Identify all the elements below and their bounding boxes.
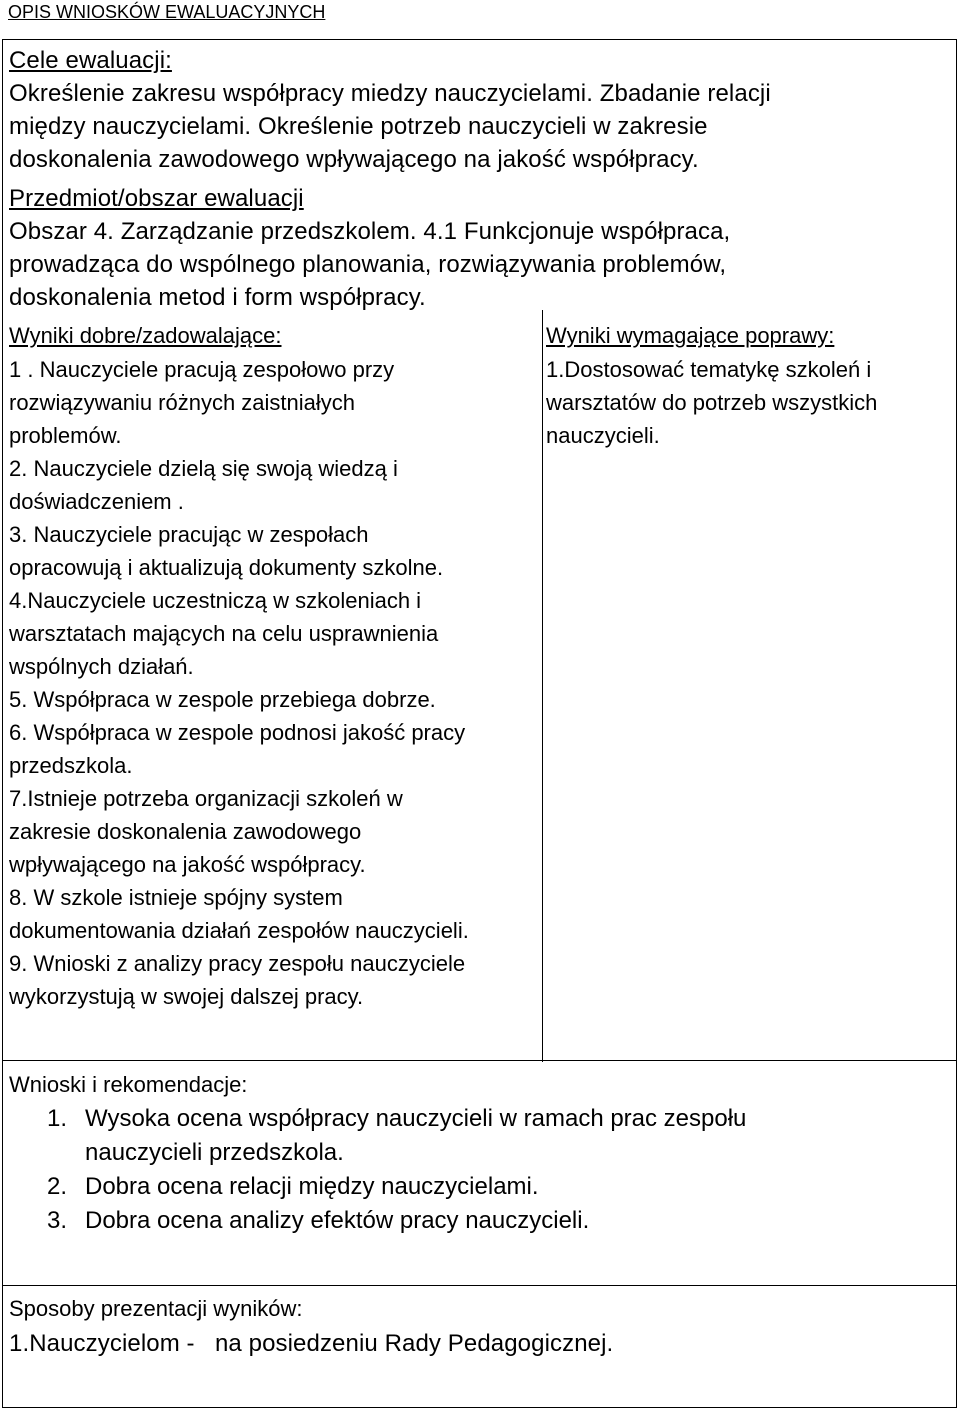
cele-line: Określenie zakresu współpracy miedzy nauczycielami. Zbadanie relacji [9, 80, 771, 107]
list-item-number: 1. [47, 1105, 68, 1132]
column-divider [542, 310, 543, 1062]
sposoby-heading: Sposoby prezentacji wyników: [9, 1296, 303, 1321]
wyniki-dobre-line: 1 . Nauczyciele pracują zespołowo przy [9, 357, 395, 382]
wyniki-dobre-line: 2. Nauczyciele dzielą się swoją wiedzą i [9, 456, 398, 481]
wyniki-dobre-line: przedszkola. [9, 753, 133, 778]
przedmiot-line: prowadząca do wspólnego planowania, rozwiązywania problemów, [9, 251, 727, 278]
przedmiot-heading: Przedmiot/obszar ewaluacji [9, 185, 304, 212]
wnioski-list [47, 1102, 865, 1238]
wyniki-dobre-line: 8. W szkole istnieje spójny system [9, 885, 343, 910]
wyniki-dobre-line: zakresie doskonalenia zawodowego [9, 819, 362, 844]
document-title: OPIS WNIOSKÓW EWALUACYJNYCH [8, 2, 326, 22]
cele-heading: Cele ewaluacji: [9, 47, 172, 74]
wyniki-dobre-line: warsztatach mających na celu usprawnienia [9, 621, 439, 646]
wyniki-dobre-line: doświadczeniem . [9, 489, 184, 514]
wyniki-dobre-line: wspólnych działań. [9, 654, 194, 679]
list-item-text: Dobra ocena relacji między nauczycielami. [85, 1173, 539, 1200]
wyniki-dobre-line: 4.Nauczyciele uczestniczą w szkoleniach i [9, 588, 422, 613]
list-item [47, 1102, 865, 1170]
wyniki-dobre-line: 5. Współpraca w zespole przebiega dobrze. [9, 687, 436, 712]
wyniki-dobre-heading: Wyniki dobre/zadowalające: [9, 323, 282, 348]
wyniki-dobre-line: opracowują i aktualizują dokumenty szkolne. [9, 555, 444, 580]
wyniki-dobre-line: 3. Nauczyciele pracując w zespołach [9, 522, 369, 547]
cele-line: doskonalenia zawodowego wpływającego na jakość współpracy. [9, 146, 699, 173]
przedmiot-line: doskonalenia metod i form współpracy. [9, 284, 426, 311]
list-item [47, 1170, 865, 1204]
wyniki-dobre-line: wykorzystują w swojej dalszej pracy. [9, 984, 364, 1009]
evaluation-summary-box [2, 39, 957, 1061]
list-item-text: Dobra ocena analizy efektów pracy nauczycieli. [85, 1207, 590, 1234]
list-item-text: Wysoka ocena współpracy nauczycieli w ramach prac zespołu nauczycieli przedszkola. [85, 1105, 747, 1166]
sposoby-line: 1.Nauczycielom - na posiedzeniu Rady Pedagogicznej. [9, 1330, 614, 1357]
wyniki-dobre-line: problemów. [9, 423, 122, 448]
wyniki-poprawy-heading: Wyniki wymagające poprawy: [546, 323, 835, 348]
wyniki-dobre-line: wpływającego na jakość współpracy. [9, 852, 366, 877]
wyniki-dobre-line: dokumentowania działań zespołów nauczycieli. [9, 918, 469, 943]
wyniki-dobre-line: 9. Wnioski z analizy pracy zespołu nauczyciele [9, 951, 466, 976]
wyniki-dobre-line: rozwiązywaniu różnych zaistniałych [9, 390, 356, 415]
wyniki-poprawy-line: 1.Dostosować tematykę szkoleń i [546, 357, 872, 382]
list-item-number: 3. [47, 1207, 68, 1234]
cele-line: między nauczycielami. Określenie potrzeb nauczycieli w zakresie [9, 113, 708, 140]
wyniki-dobre-line: 7.Istnieje potrzeba organizacji szkoleń w [9, 786, 403, 811]
wyniki-poprawy-line: warsztatów do potrzeb wszystkich [546, 390, 878, 415]
sposoby-box [2, 1285, 957, 1408]
wyniki-dobre-line: 6. Współpraca w zespole podnosi jakość pracy [9, 720, 466, 745]
wnioski-box [2, 1060, 957, 1286]
list-item [47, 1204, 865, 1238]
wyniki-poprawy-line: nauczycieli. [546, 423, 660, 448]
przedmiot-line: Obszar 4. Zarządzanie przedszkolem. 4.1 Funkcjonuje współpraca, [9, 218, 731, 245]
wnioski-heading: Wnioski i rekomendacje: [9, 1072, 248, 1097]
list-item-number: 2. [47, 1173, 68, 1200]
